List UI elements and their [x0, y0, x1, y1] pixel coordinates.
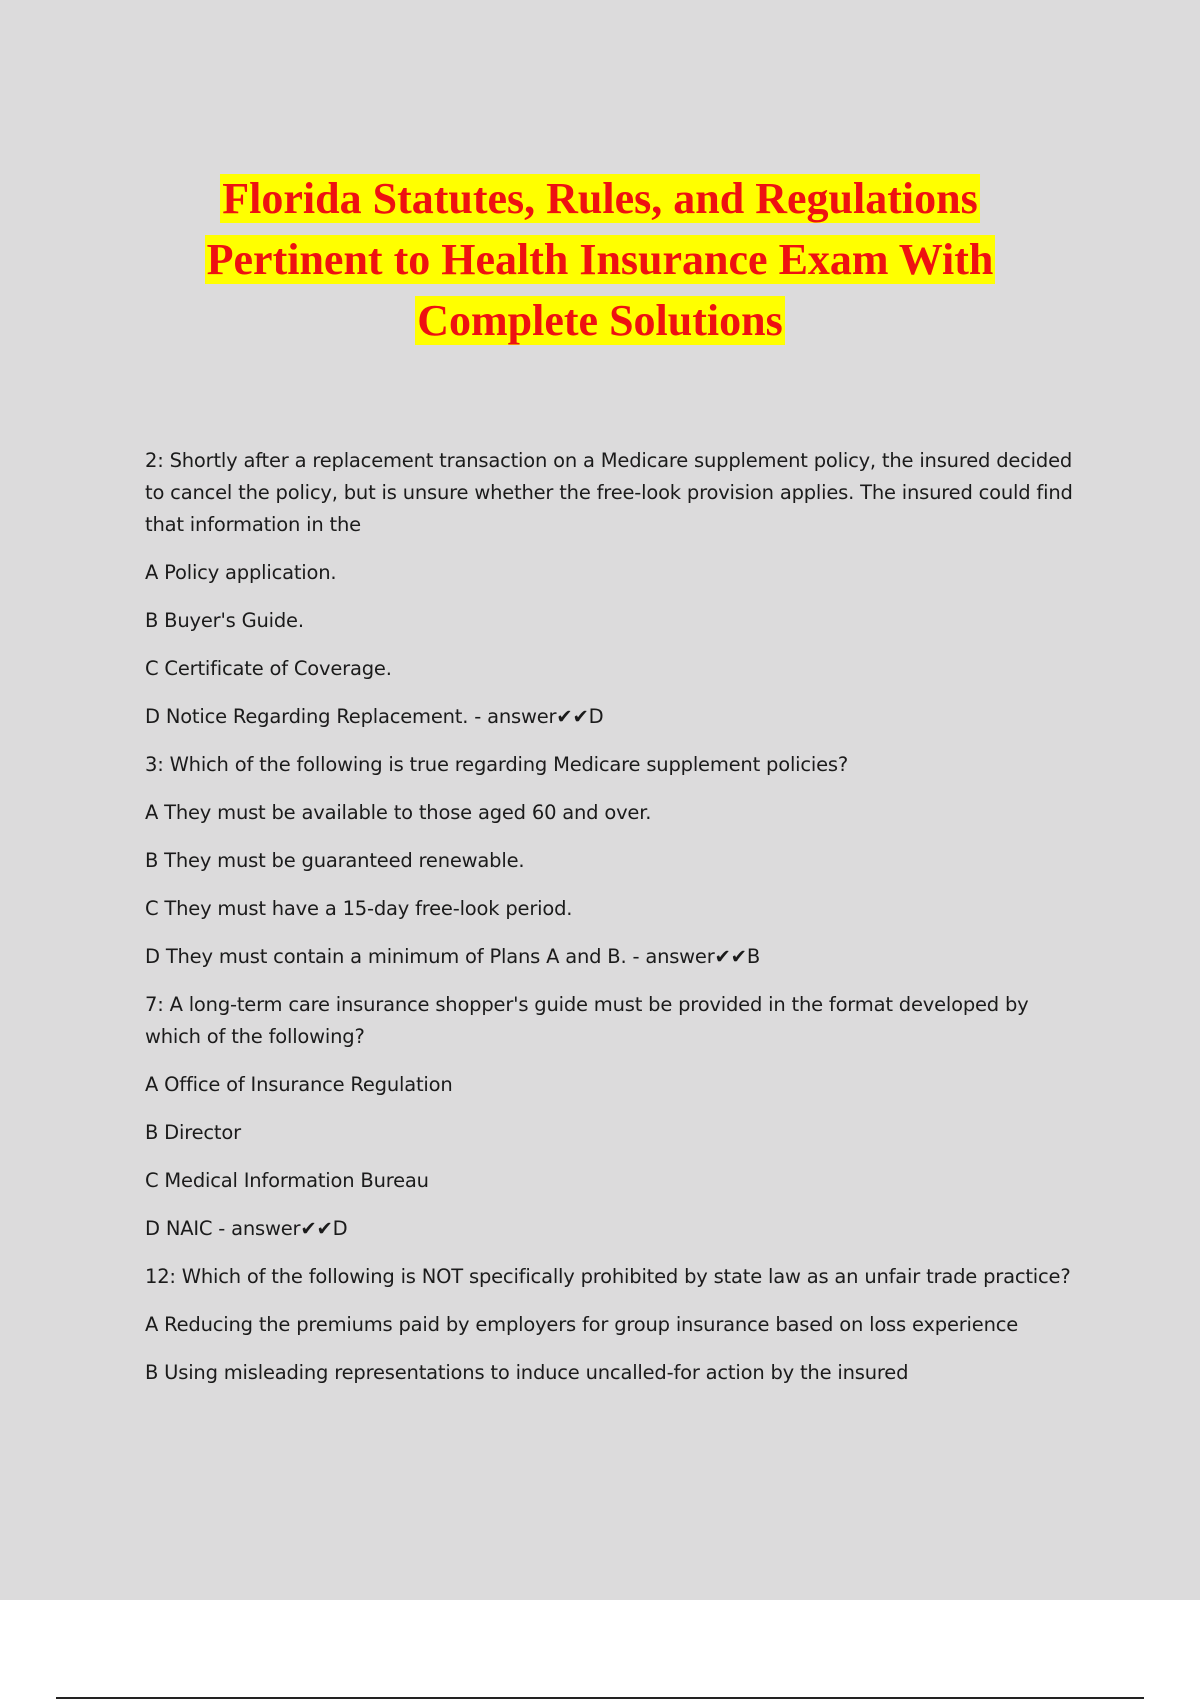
answer-option: A Policy application.	[145, 561, 337, 584]
question-text: 7: A long-term care insurance shopper's guide must be provided in the format developed by which of the following?	[145, 993, 1029, 1048]
answer-option: D NAIC - answer✔✔D	[145, 1217, 348, 1240]
answer-option: A Reducing the premiums paid by employers for group insurance based on loss experience	[145, 1313, 1019, 1336]
answer-option: A They must be available to those aged 60 and over.	[145, 801, 652, 824]
title-line: Florida Statutes, Rules, and Regulations	[222, 174, 978, 223]
answer-option: C Certificate of Coverage.	[145, 657, 392, 680]
question-text: 3: Which of the following is true regarding Medicare supplement policies?	[145, 753, 849, 776]
answer-option: D Notice Regarding Replacement. - answer✔✔D	[145, 705, 604, 728]
answer-option: A Office of Insurance Regulation	[145, 1073, 453, 1096]
question-text: 2: Shortly after a replacement transaction on a Medicare supplement policy, the insured decided to cancel the policy, but is unsure whether the free-look provision applies. The insured could find that information in the	[145, 449, 1073, 536]
title-line: Pertinent to Health Insurance Exam With	[206, 235, 994, 284]
answer-option: C Medical Information Bureau	[145, 1169, 429, 1192]
page-divider	[56, 1697, 1144, 1699]
answer-option: D They must contain a minimum of Plans A and B. - answer✔✔B	[145, 945, 760, 968]
question-list	[145, 445, 1085, 1405]
answer-option: B Using misleading representations to induce uncalled-for action by the insured	[145, 1361, 909, 1384]
answer-option: B Director	[145, 1121, 241, 1144]
title-line: Complete Solutions	[417, 296, 783, 345]
answer-option: C They must have a 15-day free-look period.	[145, 897, 573, 920]
answer-option: B They must be guaranteed renewable.	[145, 849, 525, 872]
document-title	[0, 168, 1200, 351]
answer-option: B Buyer's Guide.	[145, 609, 304, 632]
question-text: 12: Which of the following is NOT specifically prohibited by state law as an unfair trade practice?	[145, 1265, 1071, 1288]
